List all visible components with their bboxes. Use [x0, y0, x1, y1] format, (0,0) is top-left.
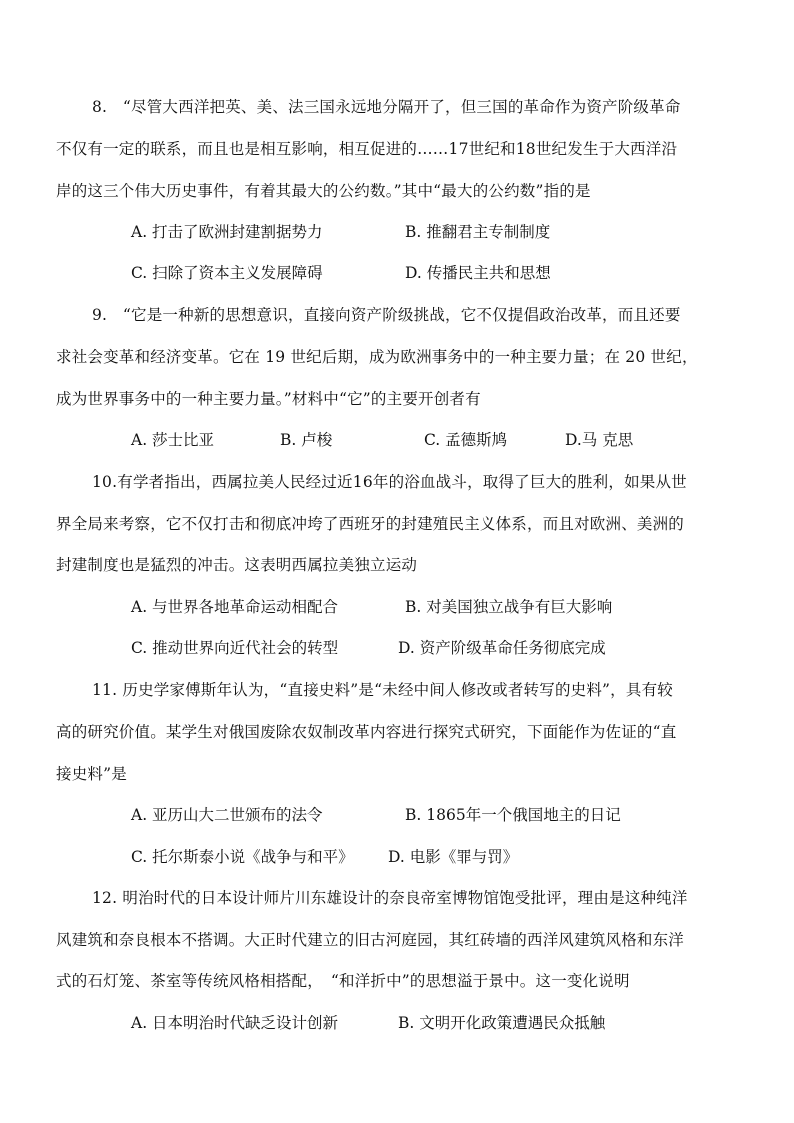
option-b: B. 推翻君主专制制度: [405, 223, 551, 241]
option-c: C. 扫除了资本主义发展障碍: [131, 264, 323, 282]
question-text-line: 式的石灯笼、茶室等传统风格相搭配， “和洋折中”的思想溢于景中。这一变化说明: [56, 972, 630, 990]
question-text-line: 8. “尽管大西洋把英、美、法三国永远地分隔开了，但三国的革命作为资产阶级革命: [92, 98, 681, 116]
question-text-line: 10.有学者指出，西属拉美人民经过近16年的浴血战斗，取得了巨大的胜利，如果从世: [92, 473, 687, 491]
question-text-line: 11. 历史学家傅斯年认为，“直接史料”是“未经中间人修改或者转写的史料”，具有较: [92, 681, 673, 699]
option-b: B. 卢梭: [280, 431, 333, 449]
option-b: B. 1865年一个俄国地主的日记: [405, 806, 621, 824]
option-a: A. 日本明治时代缺乏设计创新: [131, 1014, 339, 1032]
option-c: C. 推动世界向近代社会的转型: [131, 639, 339, 657]
question-text-line: 成为世界事务中的一种主要力量。”材料中“它”的主要开创者有: [56, 390, 481, 408]
option-d: D. 传播民主共和思想: [405, 264, 551, 282]
option-b: B. 对美国独立战争有巨大影响: [405, 598, 613, 616]
option-c: C. 孟德斯鸠: [424, 431, 508, 449]
option-d: D. 电影《罪与罚》: [388, 848, 519, 866]
question-text-line: 岸的这三个伟大历史事件，有着其最大的公约数。”其中“最大的公约数”指的是: [56, 182, 591, 200]
question-text-line: 接史料”是: [56, 765, 127, 783]
option-d: D.马 克思: [565, 431, 634, 449]
option-c: C. 托尔斯泰小说《战争与和平》: [131, 848, 354, 866]
question-text-line: 风建筑和奈良根本不搭调。大正时代建立的旧古河庭园，其红砖墙的西洋风建筑风格和东洋: [56, 931, 685, 949]
question-text-line: 高的研究价值。某学生对俄国废除农奴制改革内容进行探究式研究，下面能作为佐证的“直: [56, 723, 677, 741]
option-a: A. 亚历山大二世颁布的法令: [131, 806, 323, 824]
option-d: D. 资产阶级革命任务彻底完成: [398, 639, 606, 657]
option-a: A. 与世界各地革命运动相配合: [131, 598, 339, 616]
option-b: B. 文明开化政策遭遇民众抵触: [398, 1014, 606, 1032]
question-text-line: 界全局来考察，它不仅打击和彻底冲垮了西班牙的封建殖民主义体系，而且对欧洲、美洲的: [56, 515, 685, 533]
option-a: A. 莎士比亚: [131, 431, 215, 449]
question-text-line: 9. “它是一种新的思想意识，直接向资产阶级挑战，它不仅提倡政治改革，而且还要: [92, 306, 681, 324]
question-text-line: 封建制度也是猛烈的冲击。这表明西属拉美独立运动: [56, 556, 418, 574]
question-text-line: 12. 明治时代的日本设计师片川东雄设计的奈良帝室博物馆饱受批评，理由是这种纯洋: [92, 889, 688, 907]
option-a: A. 打击了欧洲封建割据势力: [131, 223, 323, 241]
question-text-line: 不仅有一定的联系，而且也是相互影响，相互促进的……17世纪和18世纪发生于大西洋沿: [56, 140, 678, 158]
question-text-line: 求社会变革和经济变革。它在 19 世纪后期，成为欧洲事务中的一种主要力量；在 20 世纪，: [56, 348, 698, 366]
